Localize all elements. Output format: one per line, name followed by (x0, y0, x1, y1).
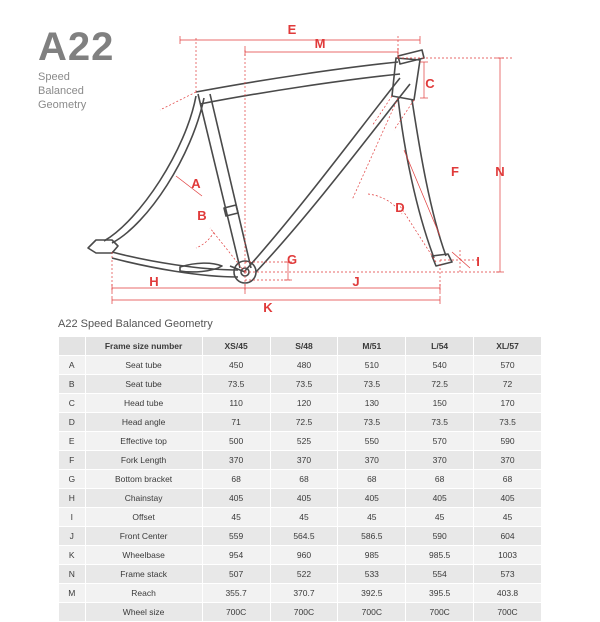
header-cell-xl57: XL/57 (474, 337, 542, 356)
row-value: 985.5 (406, 546, 474, 565)
row-value: 68 (474, 470, 542, 489)
row-letter: E (59, 432, 86, 451)
row-letter: H (59, 489, 86, 508)
row-value: 405 (270, 489, 338, 508)
table-header-row (59, 337, 542, 356)
table-row (59, 527, 542, 546)
row-letter: G (59, 470, 86, 489)
row-value: 550 (338, 432, 406, 451)
header-cell-letter (59, 337, 86, 356)
row-value: 500 (202, 432, 270, 451)
title-line-3: Geometry (38, 99, 87, 111)
row-value: 73.5 (270, 375, 338, 394)
row-letter: B (59, 375, 86, 394)
row-value: 370 (406, 451, 474, 470)
row-value: 72.5 (270, 413, 338, 432)
row-value: 522 (270, 565, 338, 584)
row-name: Fork Length (85, 451, 202, 470)
row-value: 73.5 (338, 413, 406, 432)
row-letter: D (59, 413, 86, 432)
row-name: Head tube (85, 394, 202, 413)
row-value: 403.8 (474, 584, 542, 603)
row-value: 45 (474, 508, 542, 527)
row-letter: A (59, 356, 86, 375)
row-letter: K (59, 546, 86, 565)
row-value: 68 (202, 470, 270, 489)
label-J: J (352, 274, 360, 289)
table-row (59, 470, 542, 489)
row-value: 570 (474, 356, 542, 375)
row-value: 395.5 (406, 584, 474, 603)
table-row (59, 356, 542, 375)
table-row (59, 432, 542, 451)
row-value: 700C (338, 603, 406, 622)
row-value: 73.5 (202, 375, 270, 394)
row-value: 540 (406, 356, 474, 375)
row-value: 533 (338, 565, 406, 584)
table-row (59, 565, 542, 584)
row-value: 700C (270, 603, 338, 622)
frame-outline (88, 50, 452, 283)
label-A: A (191, 176, 201, 191)
header-cell-l54: L/54 (406, 337, 474, 356)
row-value: 73.5 (474, 413, 542, 432)
header-cell-s48: S/48 (270, 337, 338, 356)
label-E: E (287, 22, 297, 37)
header-cell-m51: M/51 (338, 337, 406, 356)
row-value: 405 (406, 489, 474, 508)
row-name: Frame stack (85, 565, 202, 584)
row-value: 700C (474, 603, 542, 622)
row-name: Seat tube (85, 375, 202, 394)
row-value: 525 (270, 432, 338, 451)
row-value: 170 (474, 394, 542, 413)
row-value: 110 (202, 394, 270, 413)
row-value: 68 (406, 470, 474, 489)
row-value: 71 (202, 413, 270, 432)
row-value: 68 (338, 470, 406, 489)
table-row (59, 413, 542, 432)
row-value: 45 (338, 508, 406, 527)
table-row (59, 394, 542, 413)
row-letter: J (59, 527, 86, 546)
row-letter: F (59, 451, 86, 470)
row-value: 370 (338, 451, 406, 470)
row-value: 405 (338, 489, 406, 508)
row-name: Wheelbase (85, 546, 202, 565)
row-value: 700C (406, 603, 474, 622)
row-value: 45 (202, 508, 270, 527)
label-D: D (395, 200, 405, 215)
header-cell-frame-size: Frame size number (85, 337, 202, 356)
title-line-1: Speed (38, 71, 70, 83)
row-value: 480 (270, 356, 338, 375)
row-value: 355.7 (202, 584, 270, 603)
row-value: 72.5 (406, 375, 474, 394)
table-row (59, 603, 542, 622)
label-N: N (495, 164, 505, 179)
row-value: 45 (270, 508, 338, 527)
row-letter (59, 603, 86, 622)
row-value: 73.5 (406, 413, 474, 432)
row-name: Chainstay (85, 489, 202, 508)
label-I: I (476, 254, 480, 269)
label-B: B (197, 208, 207, 223)
row-value: 450 (202, 356, 270, 375)
row-name: Head angle (85, 413, 202, 432)
row-value: 120 (270, 394, 338, 413)
row-value: 370 (202, 451, 270, 470)
row-name: Offset (85, 508, 202, 527)
row-value: 72 (474, 375, 542, 394)
label-G: G (286, 252, 298, 267)
table-caption: A22 Speed Balanced Geometry (58, 318, 213, 330)
table-row (59, 489, 542, 508)
row-letter: M (59, 584, 86, 603)
row-value: 507 (202, 565, 270, 584)
row-value: 405 (202, 489, 270, 508)
row-value: 73.5 (338, 375, 406, 394)
table-row (59, 546, 542, 565)
row-name: Front Center (85, 527, 202, 546)
row-name: Bottom bracket (85, 470, 202, 489)
label-F: F (451, 164, 459, 179)
row-value: 559 (202, 527, 270, 546)
row-name: Seat tube (85, 356, 202, 375)
row-value: 370 (270, 451, 338, 470)
row-value: 130 (338, 394, 406, 413)
row-value: 68 (270, 470, 338, 489)
label-C: C (425, 76, 435, 91)
row-value: 954 (202, 546, 270, 565)
header-cell-xs45: XS/45 (202, 337, 270, 356)
row-name: Effective top (85, 432, 202, 451)
row-value: 564.5 (270, 527, 338, 546)
row-value: 405 (474, 489, 542, 508)
row-value: 590 (474, 432, 542, 451)
label-K: K (263, 300, 273, 315)
row-value: 1003 (474, 546, 542, 565)
row-value: 45 (406, 508, 474, 527)
row-name: Reach (85, 584, 202, 603)
row-letter: C (59, 394, 86, 413)
label-M: M (314, 36, 326, 51)
row-value: 150 (406, 394, 474, 413)
label-H: H (149, 274, 159, 289)
row-value: 510 (338, 356, 406, 375)
row-letter: N (59, 565, 86, 584)
model-name: A22 (38, 25, 115, 69)
row-value: 590 (406, 527, 474, 546)
row-name: Wheel size (85, 603, 202, 622)
geometry-table (58, 336, 542, 622)
row-value: 586.5 (338, 527, 406, 546)
row-value: 700C (202, 603, 270, 622)
table-row (59, 375, 542, 394)
row-value: 370 (474, 451, 542, 470)
row-letter: I (59, 508, 86, 527)
row-value: 604 (474, 527, 542, 546)
table-row (59, 451, 542, 470)
table-row (59, 508, 542, 527)
row-value: 570 (406, 432, 474, 451)
title-line-2: Balanced (38, 85, 84, 97)
row-value: 960 (270, 546, 338, 565)
row-value: 985 (338, 546, 406, 565)
row-value: 392.5 (338, 584, 406, 603)
row-value: 370.7 (270, 584, 338, 603)
row-value: 554 (406, 565, 474, 584)
row-value: 573 (474, 565, 542, 584)
